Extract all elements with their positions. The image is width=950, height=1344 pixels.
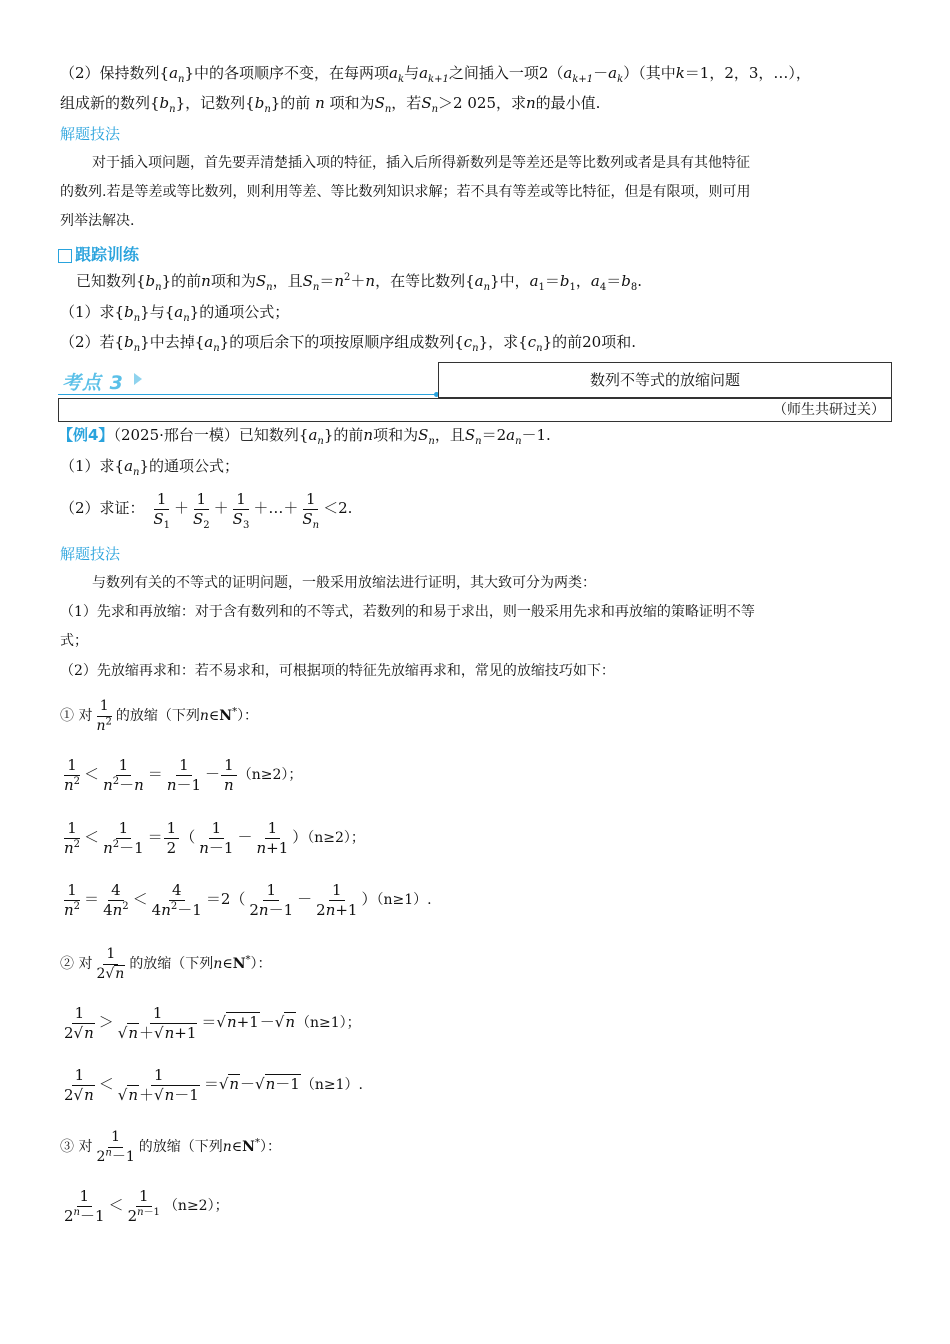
tip-1-formula-a: $\frac{1}{n^2}$ ＜ $\frac{1}{n^2-n}$ ＝ $\frac{1}{n-1}$ － $\frac{1}{n}$ （n≥2）；	[64, 755, 303, 794]
follow-training-heading: 跟踪训练	[58, 245, 139, 265]
divider	[58, 394, 436, 395]
technique-2-p1: 与数列有关的不等式的证明问题，一般采用放缩法进行证明，其大致可分为两类：	[92, 575, 596, 591]
follow-q2: （2）若$\{b_n\}$中去掉$\{a_n\}$的项后余下的项按原顺序组成数列$\{c_n\}$，求$\{c_n\}$的前20项和.	[60, 333, 636, 354]
technique-1-p3: 列举法解决.	[60, 213, 135, 229]
tip-2-heading: ② 对 $\frac{1}{2√n}$ 的放缩（下列n∈N*）：	[60, 945, 272, 982]
kaodian-banner	[58, 366, 440, 396]
follow-q1: （1）求$\{b_n\}$与$\{a_n\}$的通项公式；	[60, 303, 290, 324]
problem2-line2: 组成新的数列$\{b_n\}$，记数列$\{b_n\}$的前 n 项和为$S_n$，若$S_n>2$ 025，求n的最小值.	[60, 94, 601, 115]
example-4-q1: （1）求$\{a_n\}$的通项公式；	[60, 457, 240, 478]
tip-1-formula-b: $\frac{1}{n^2}$ ＜ $\frac{1}{n^2-1}$ ＝ $\frac{1}{2}$ （ $\frac{1}{n-1}$ － $\frac{1}{n+1}$ ）（n≥2）；	[64, 818, 365, 857]
technique-2-p3: 式；	[60, 633, 88, 649]
tip-2-formula-a: $\frac{1}{2√n}$ ＞ $\frac{1}{√n+√n+1}$ ＝√n+1－√n（n≥1）；	[64, 1003, 361, 1042]
technique-heading-2: 解题技法	[60, 545, 121, 563]
problem2-line1: （2）保持数列$\{a_n\}$中的各项顺序不变，在每两项$a_k$与$a_{k+1}$之间插入一项$2(a_{k+1}-a_k)$（其中k＝1，2，3，…），	[60, 64, 811, 85]
technique-heading-1: 解题技法	[60, 125, 121, 143]
technique-1-p1: 对于插入项问题，首先要弄清楚插入项的特征，插入后所得新数列是等差还是等比数列或者是具有其他特征	[92, 155, 750, 171]
tip-3-heading: ③ 对 $\frac{1}{2^n-1}$ 的放缩（下列n∈N*）：	[60, 1128, 281, 1165]
tip-1-formula-c: $\frac{1}{n^2}$ ＝ $\frac{4}{4n^2}$ ＜ $\frac{4}{4n^2-1}$ ＝2（ $\frac{1}{2n-1}$ － $\frac{1}{2n+1}$ ）（n≥1）.	[64, 880, 432, 919]
example-4-q2: （2）求证： $\frac{1}{S_1}$ ＋ $\frac{1}{S_2}$ ＋ $\frac{1}{S_3}$ ＋…＋ $\frac{1}{S_n}$ ＜2.	[60, 489, 353, 531]
kaodian-tag: 考点 3	[62, 372, 124, 394]
square-icon	[58, 249, 72, 263]
technique-2-p4: （2）先放缩再求和：若不易求和，可根据项的特征先放缩再求和，常见的放缩技巧如下：	[60, 663, 615, 679]
technique-2-p2: （1）先求和再放缩：对于含有数列和的不等式，若数列的和易于求出，则一般采用先求和再放缩的策略证明不等	[60, 604, 755, 620]
tip-2-formula-b: $\frac{1}{2√n}$ ＜ $\frac{1}{√n+√n-1}$ ＝√n－√n－1（n≥1）.	[64, 1065, 363, 1104]
example-4: 【例4】（2025·邢台一模）已知数列$\{a_n\}$的前n项和为$S_n$，且$S_n=2a_n-1$.	[58, 426, 551, 447]
play-arrow-icon	[134, 373, 142, 385]
follow-question: 已知数列$\{b_n\}$的前n项和为$S_n$，且$S_n=n^2+n$，在等比数列$\{a_n\}$中，$a_1=b_1$，$a_4=b_8$.	[76, 272, 643, 293]
tip-1-heading: ① 对 $\frac{1}{n^2}$ 的放缩（下列n∈N*）：	[60, 697, 259, 734]
technique-1-p2: 的数列.若是等差或等比数列，则利用等差、等比数列知识求解；若不具有等差或等比特征，但是有限项，则可用	[60, 184, 751, 200]
tip-3-formula: $\frac{1}{2^n-1}$ ＜ $\frac{1}{2^{n-1}}$ （n≥2）；	[64, 1186, 229, 1225]
kaodian-note: （师生共研过关）	[58, 398, 892, 422]
kaodian-title: 数列不等式的放缩问题	[438, 362, 892, 398]
